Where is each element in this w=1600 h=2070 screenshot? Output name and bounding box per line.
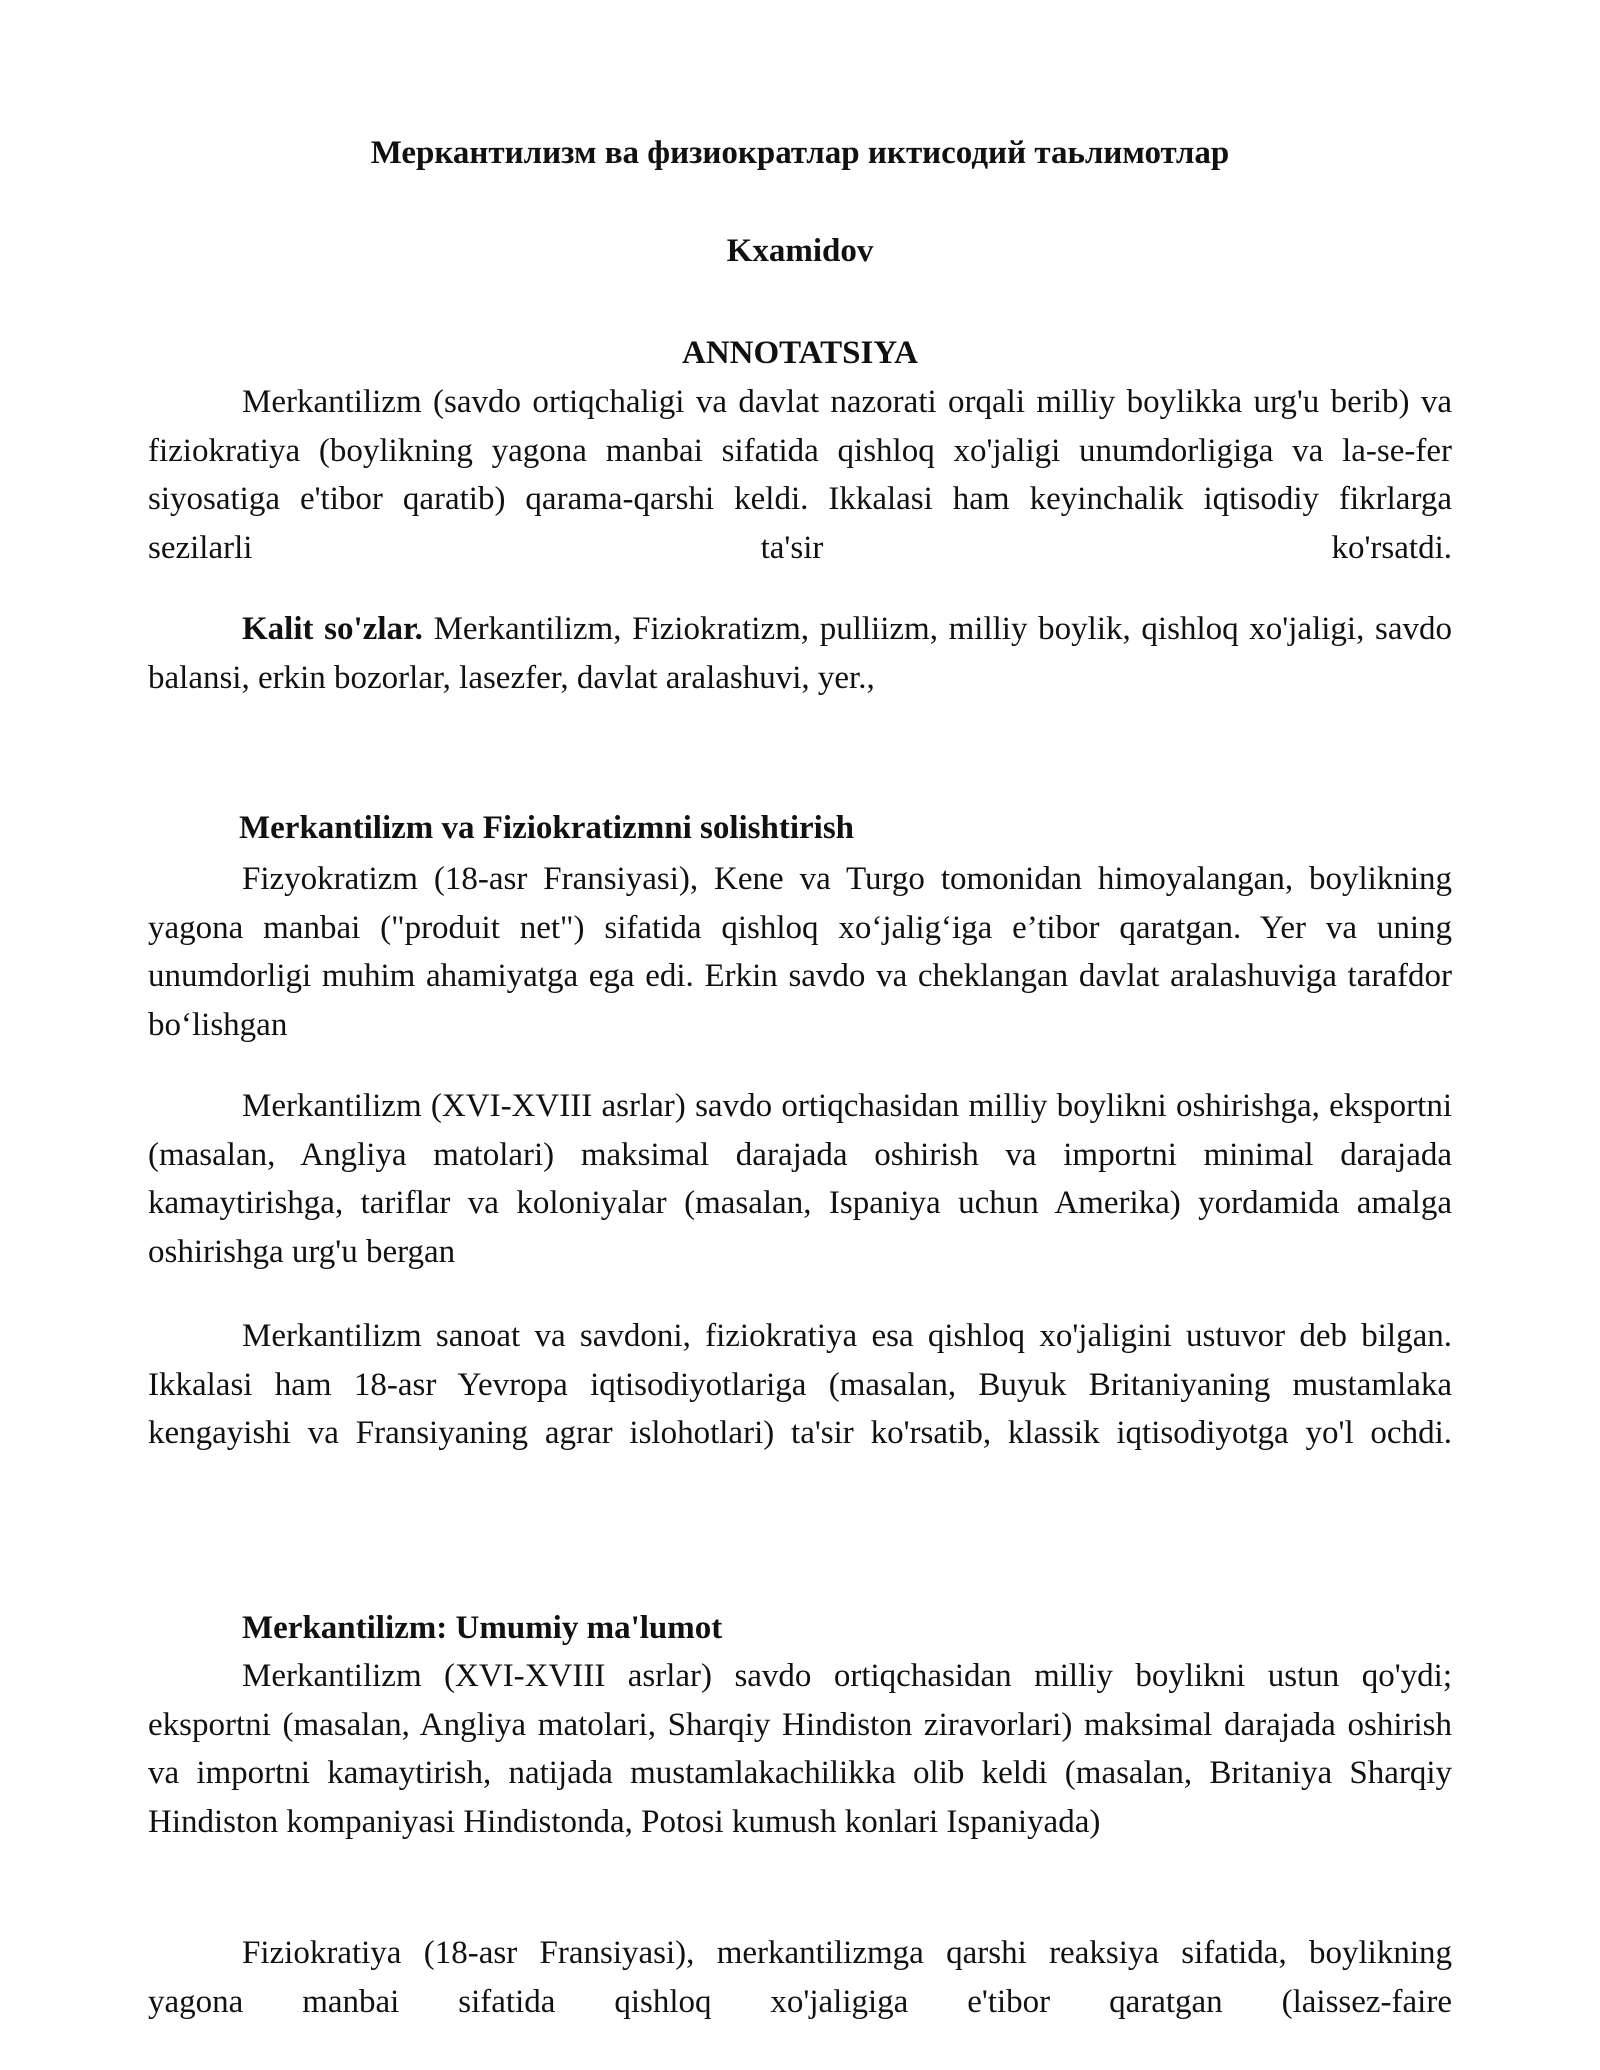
document-title: Меркантилизм ва физиократлар иктисодий таьлимотлар [370,135,1230,171]
keywords-label: Kalit so'zlar. [242,611,423,647]
section-heading-mercantilism: Merkantilizm: Umumiy ma'lumot [242,1610,723,1646]
keywords-text: Merkantilizm, Fiziokratizm, pulliizm, milliy boylik, qishloq xo'jaligi, savdo balansi, erkin bozorlar, lasezfer, davlat aralashuvi, yer., [148,611,1452,696]
abstract-heading: ANNOTATSIYA [682,335,918,371]
section2-paragraph-1: Merkantilizm (XVI-XVIII asrlar) savdo ortiqchasidan milliy boylikni ustun qo'ydi; eksportni (masalan, Angliya matolari, Sharqiy Hindiston ziravorlari) maksimal darajada oshirish va importni kamaytirish, natijada mustamlakachilikka olib keldi (masalan, Britaniya Sharqiy Hindiston kompaniyasi Hindistonda, Potosi kumush konlari Ispaniyada) [148,1658,1452,1840]
author-name: Kxamidov [726,233,874,269]
section1-paragraph-3: Merkantilizm sanoat va savdoni, fiziokratiya esa qishloq xo'jaligini ustuvor deb bilgan. Ikkalasi ham 18-asr Yevropa iqtisodiyotlariga (masalan, Buyuk Britaniyaning mustamlaka kengayishi va Fransiyaning agrar islohotlari) ta'sir ko'rsatib, klassik iqtisodiyotga yo'l ochdi. [148,1318,1452,1452]
keywords-paragraph [148,605,1452,702]
section2-paragraph-2: Fiziokratiya (18-asr Fransiyasi), merkantilizmga qarshi reaksiya sifatida, boylikning yagona manbai sifatida qishloq xo'jaligiga e'tibor qaratgan (laissez-faire [148,1935,1452,2020]
section1-paragraph-1: Fizyokratizm (18-asr Fransiyasi), Kene va Turgo tomonidan himoyalangan, boylikning yagona manbai ("produit net") sifatida qishloq xo‘jalig‘iga e’tibor qaratgan. Yer va uning unumdorligi muhim ahamiyatga ega edi. Erkin savdo va cheklangan davlat aralashuviga tarafdor bo‘lishgan [148,861,1452,1043]
section1-paragraph-2: Merkantilizm (XVI-XVIII asrlar) savdo ortiqchasidan milliy boylikni oshirishga, eksportni (masalan, Angliya matolari) maksimal darajada oshirish va importni minimal darajada kamaytirishga, tariflar va koloniyalar (masalan, Ispaniya uchun Amerika) yordamida amalga oshirishga urg'u bergan [148,1088,1452,1270]
section-heading-comparison: Merkantilizm va Fiziokratizmni solishtirish [239,810,855,846]
abstract-paragraph: Merkantilizm (savdo ortiqchaligi va davlat nazorati orqali milliy boylikka urg'u berib) va fiziokratiya (boylikning yagona manbai sifatida qishloq xo'jaligi unumdorligiga va la-se-fer siyosatiga e'tibor qaratib) qarama-qarshi keldi. Ikkalasi ham keyinchalik iqtisodiy fikrlarga sezilarli ta'sir ko'rsatdi. [148,384,1452,566]
